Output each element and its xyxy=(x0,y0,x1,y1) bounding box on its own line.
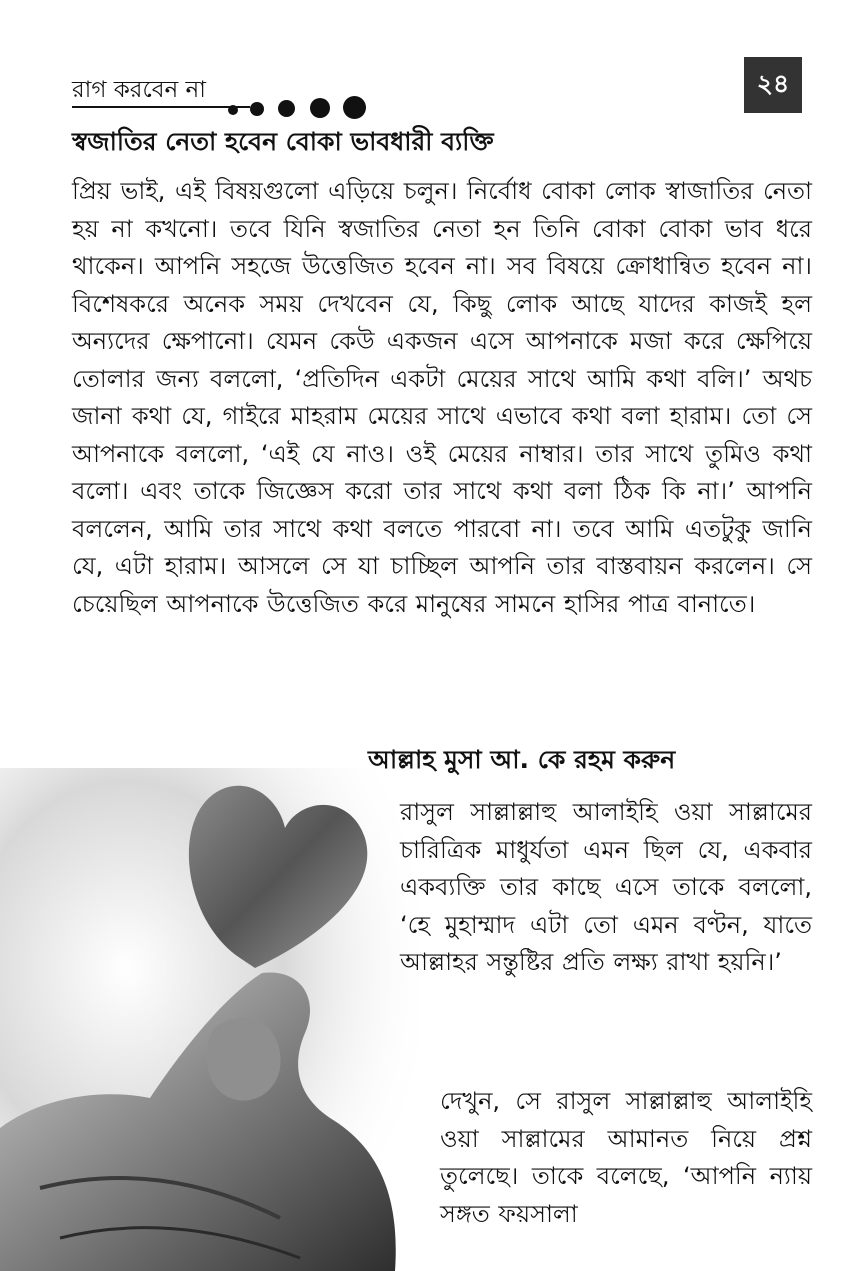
dot-2 xyxy=(250,102,264,116)
section-2-paragraph-2 xyxy=(440,1083,812,1233)
page-number: ২৪ xyxy=(744,57,802,113)
running-title: রাগ করবেন না xyxy=(72,77,206,103)
paragraph-text: দেখুন, সে রাসুল সাল্লাল্লাহু আলাইহি ওয়া সাল্লামের আমানত নিয়ে প্রশ্ন তুলেছে। তাকে বলেছে, ‘আপনি ন্যায় সঙ্গত ফয়সালা xyxy=(440,1087,812,1228)
section-2-paragraph-1 xyxy=(400,794,812,982)
paragraph-text: প্রিয় ভাই, এই বিষয়গুলো এড়িয়ে চলুন। নির্বোধ বোকা লোক স্বাজাতির নেতা হয় না কখনো। তবে যিনি স্বজাতির নেতা হন তিনি বোকা বোকা ভাব ধরে থাকেন। আপনি সহজে উত্তেজিত হবেন না। সব বিষয়ে ক্রোধান্বিত হবেন না। বিশেষকরে অনেক সময় দেখবেন যে, কিছু লোক আছে যাদের কাজই হল অন্যদের ক্ষেপানো। যেমন কেউ একজন এসে আপনাকে মজা করে ক্ষেপিয়ে তোলার জন্য বললো, ‘প্রতিদিন একটা মেয়ের সাথে আমি কথা বলি।’ অথচ জানা কথা যে, গাইরে মাহরাম মেয়ের সাথে এভাবে কথা বলা হারাম। তো সে আপনাকে বললো, ‘এই যে নাও। ওই মেয়ের নাম্বার। তার সাথে তুমিও কথা বলো। এবং তাকে জিজ্ঞেস করো তার সাথে কথা বলা ঠিক কি না।’ আপনি বললেন, আমি তার সাথে কথা বলতে পারবো না। তবে আমি এতটুকু জানি যে, এটা হারাম। আসলে সে যা চাচ্ছিল আপনি তার বাস্তবায়ন করলেন। সে চেয়েছিল আপনাকে উত্তেজিত করে মানুষের সামনে হাসির পাত্র বানাতে। xyxy=(72,177,812,618)
dot-4 xyxy=(310,98,330,118)
dot-3 xyxy=(278,100,295,117)
section-heading-2: আল্লাহ মুসা আ. কে রহম করুন xyxy=(368,745,676,774)
dot-5 xyxy=(343,96,366,119)
paragraph-text: রাসুল সাল্লাল্লাহু আলাইহি ওয়া সাল্লামের চারিত্রিক মাধুর্যতা এমন ছিল যে, একবার একব্যক্তি তার কাছে এসে তাকে বললো, ‘হে মুহাম্মাদ এটা তো এমন বণ্টন, যাতে আল্লাহর সন্তুষ্টির প্রতি লক্ষ্য রাখা হয়নি।’ xyxy=(400,798,812,976)
header-rule xyxy=(72,106,250,108)
section-heading-1: স্বজাতির নেতা হবেন বোকা ভাবধারী ব্যক্তি xyxy=(72,127,494,156)
section-1-paragraph xyxy=(72,173,812,623)
heart-held-in-hand-illustration xyxy=(0,768,420,1271)
dot-1 xyxy=(228,105,238,115)
